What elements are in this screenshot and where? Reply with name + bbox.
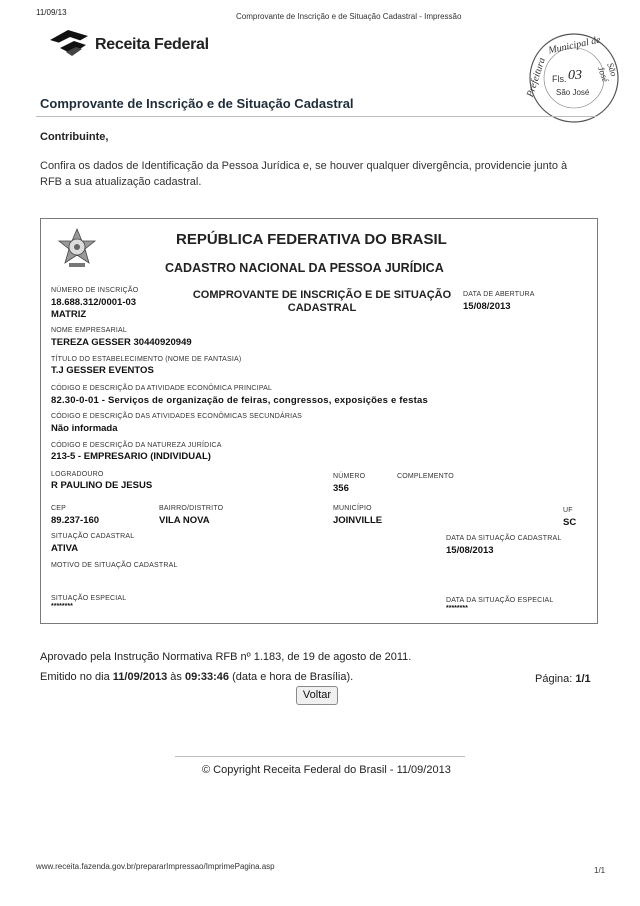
- cep-value: 89.237-160: [51, 515, 100, 526]
- logradouro-label: LOGRADOURO: [51, 471, 104, 478]
- receita-federal-logo-icon: [48, 26, 92, 60]
- emitted-suffix: (data e hora de Brasília).: [232, 671, 354, 683]
- natureza-label: CÓDIGO E DESCRIÇÃO DA NATUREZA JURÍDICA: [51, 442, 222, 449]
- stamp-fls-value: 03: [568, 68, 582, 83]
- logradouro-value: R PAULINO DE JESUS: [51, 480, 153, 491]
- data-situacao-label: DATA DA SITUAÇÃO CADASTRAL: [446, 535, 562, 542]
- matriz-value: MATRIZ: [51, 309, 87, 320]
- emitted-prefix: Emitido no dia: [40, 671, 110, 683]
- fantasia-label: TÍTULO DO ESTABELECIMENTO (NOME DE FANTASIA): [51, 356, 242, 363]
- numero-label: NÚMERO: [333, 473, 366, 480]
- situacao-label: SITUAÇÃO CADASTRAL: [51, 533, 135, 540]
- republic-title: REPÚBLICA FEDERATIVA DO BRASIL: [176, 231, 447, 248]
- cep-label: CEP: [51, 505, 66, 512]
- nome-label: NOME EMPRESARIAL: [51, 327, 127, 334]
- approval-text: Aprovado pela Instrução Normativa RFB nº 1.183, de 19 de agosto de 2011.: [40, 651, 412, 663]
- page-label: Página:: [535, 673, 573, 685]
- cnpj-title: CADASTRO NACIONAL DA PESSOA JURÍDICA: [165, 261, 444, 275]
- stamp-fls-label: Fls.: [552, 74, 567, 84]
- bairro-value: VILA NOVA: [159, 515, 210, 526]
- title-divider: [36, 116, 596, 117]
- emitted-mid: às: [170, 671, 182, 683]
- data-especial-value: ********: [446, 605, 468, 612]
- greeting: Contribuinte,: [40, 131, 109, 143]
- data-especial-label: DATA DA SITUAÇÃO ESPECIAL: [446, 597, 554, 604]
- data-situacao-value: 15/08/2013: [446, 545, 494, 556]
- stamp-top-text: Municipal de: [547, 34, 602, 57]
- abertura-value: 15/08/2013: [463, 301, 511, 312]
- inscricao-label: NÚMERO DE INSCRIÇÃO: [51, 287, 139, 294]
- footer-page: 1/1: [594, 866, 606, 875]
- uf-label: UF: [563, 507, 573, 514]
- copyright-text: © Copyright Receita Federal do Brasil - 11/09/2013: [202, 764, 451, 776]
- stamp-left-text: Prefeitura: [524, 56, 548, 99]
- especial-value: ********: [51, 603, 73, 610]
- emitted-line: [40, 671, 353, 683]
- numero-value: 356: [333, 483, 349, 494]
- page-indicator: [535, 673, 591, 685]
- especial-label: SITUAÇÃO ESPECIAL: [51, 595, 127, 602]
- copyright-divider: [175, 756, 465, 757]
- stamp-right-text: São José: [595, 61, 620, 84]
- doc-title: COMPROVANTE DE INSCRIÇÃO E DE SITUAÇÃO CADASTRAL: [192, 289, 452, 314]
- coat-of-arms-icon: [55, 227, 99, 271]
- municipal-stamp: [524, 28, 624, 128]
- intro-text: Confira os dados de Identificação da Pessoa Jurídica e, se houver qualquer divergência, providencie junto à RFB a sua atualização cadastral.: [40, 160, 568, 188]
- abertura-label: DATA DE ABERTURA: [463, 291, 535, 298]
- atividade-secundaria-label: CÓDIGO E DESCRIÇÃO DAS ATIVIDADES ECONÔMICAS SECUNDÁRIAS: [51, 413, 303, 420]
- complemento-label: COMPLEMENTO: [397, 473, 454, 480]
- print-date: 11/09/13: [36, 8, 67, 17]
- fantasia-value: T.J GESSER EVENTOS: [51, 365, 154, 376]
- nome-value: TEREZA GESSER 30440920949: [51, 337, 192, 348]
- natureza-value: 213-5 - EMPRESARIO (INDIVIDUAL): [51, 451, 211, 462]
- municipio-label: MUNICÍPIO: [333, 505, 372, 512]
- page-value: 1/1: [575, 673, 591, 685]
- emitted-time: 09:33:46: [184, 671, 230, 683]
- stamp-sub-text: São José: [556, 88, 590, 97]
- logo-text: Receita Federal: [95, 36, 209, 53]
- inscricao-value: 18.688.312/0001-03: [51, 297, 137, 308]
- print-title: Comprovante de Inscrição e de Situação Cadastral - Impressão: [236, 12, 462, 21]
- page-title: Comprovante de Inscrição e de Situação Cadastral: [40, 96, 354, 111]
- atividade-principal-value: 82.30-0-01 - Serviços de organização de feiras, congressos, exposições e festas: [51, 395, 428, 406]
- emitted-date: 11/09/2013: [112, 671, 168, 683]
- atividade-secundaria-value: Não informada: [51, 423, 118, 434]
- motivo-label: MOTIVO DE SITUAÇÃO CADASTRAL: [51, 562, 178, 569]
- atividade-principal-label: CÓDIGO E DESCRIÇÃO DA ATIVIDADE ECONÔMICA PRINCIPAL: [51, 385, 273, 392]
- uf-value: SC: [563, 517, 577, 528]
- bairro-label: BAIRRO/DISTRITO: [159, 505, 224, 512]
- cnpj-card: [40, 218, 598, 624]
- footer-url: www.receita.fazenda.gov.br/prepararImpressao/ImprimePagina.asp: [36, 862, 275, 871]
- situacao-value: ATIVA: [51, 543, 79, 554]
- voltar-button[interactable]: Voltar: [296, 686, 338, 705]
- municipio-value: JOINVILLE: [333, 515, 383, 526]
